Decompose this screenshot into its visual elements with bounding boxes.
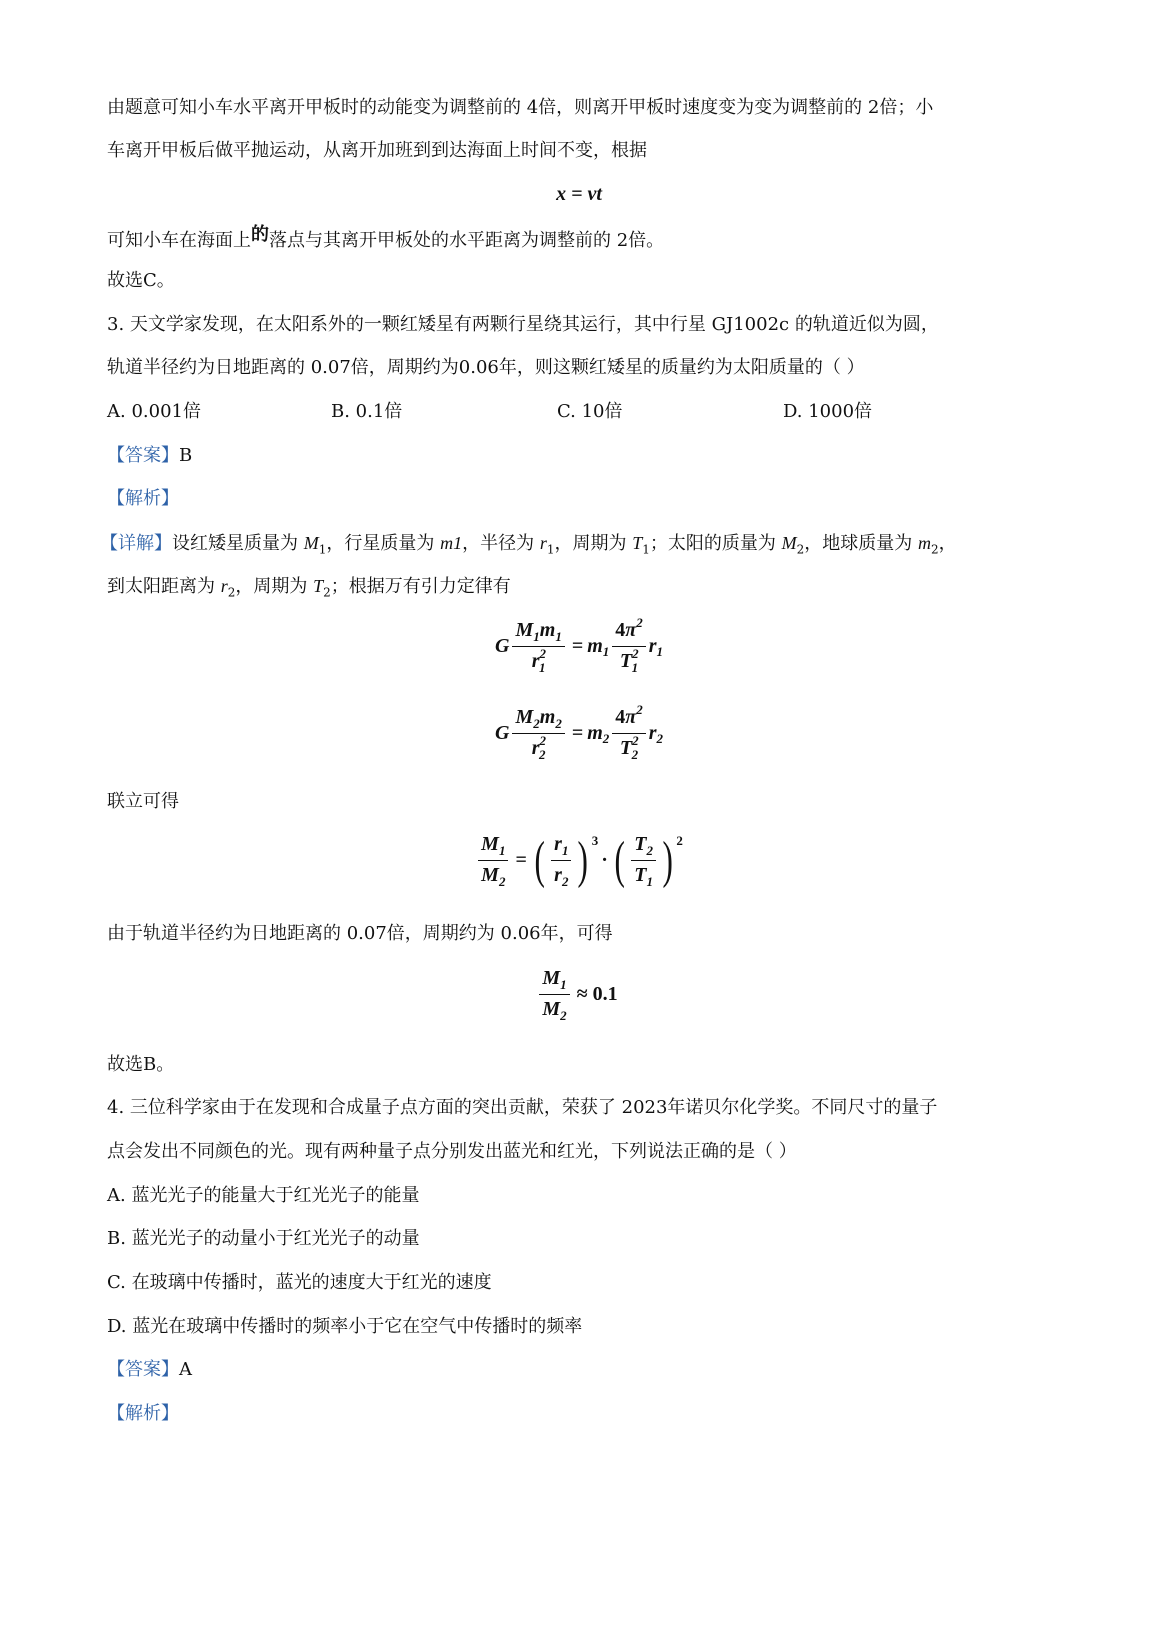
q3-option-b: B. 0.1倍 [331,401,403,422]
var-m1: m1 [440,533,463,553]
q3-stem-line-2: 轨道半径约为日地距离的 0.07倍，周期约为0.06年，则这颗红矮星的质量约为太阳质量的（ ） [107,357,865,378]
var-T: T [632,533,643,553]
q4-option-b: B. 蓝光光子的动量小于红光光子的动量 [107,1228,420,1249]
q3-combine: 联立可得 [107,791,179,812]
q3-detail-label: 【详解】 [100,533,172,554]
q3-detail-text: ，半径为 [462,533,540,554]
intro-line-3-de: 的 [251,224,269,245]
q4-answer-value: A [179,1359,192,1380]
sub-1: 1 [546,542,555,557]
sub-1: 1 [318,542,327,557]
intro-conclusion: 故选C。 [107,270,175,291]
intro-line-3 [107,224,665,253]
q3-stem-line-1: 3. 天文学家发现，在太阳系外的一颗红矮星有两颗行星绕其运行，其中行星 GJ1002c 的轨道近似为圆， [107,314,939,335]
var-M: M [303,533,319,553]
sub-2: 2 [931,542,939,557]
var-T: T [313,576,324,596]
sub-2: 2 [796,542,805,557]
q3-option-d: D. 1000倍 [783,401,873,422]
equation-3: $\frac{M_1}{M_2}$ = ( $\frac{r_1}{r_2}$ ) 3 · ( $\frac{T_2}{T_1}$ ) 2 [0,832,1158,889]
q4-stem-line-1: 4. 三位科学家由于在发现和合成量子点方面的突出贡献，荣获了 2023年诺贝尔化学奖。不同尺寸的量子 [107,1097,938,1118]
var-m: m [918,533,931,553]
q3-analysis-label: 【解析】 [107,488,179,509]
q4-stem-line-2: 点会发出不同颜色的光。现有两种量子点分别发出蓝光和红光，下列说法正确的是（ ） [107,1141,797,1162]
intro-line-1: 由题意可知小车水平离开甲板时的动能变为调整前的 4倍，则离开甲板时速度变为变为调整前的 2倍；小 [107,97,934,118]
q3-detail-text: ，周期为 [235,576,314,597]
sub-2: 2 [323,585,331,600]
q3-option-c: C. 10倍 [557,401,623,422]
q4-answer [107,1358,192,1382]
var-r: r [220,576,228,596]
sub-2: 2 [227,585,236,600]
q3-detail-text: ；太阳的质量为 [649,533,782,554]
var-M: M [781,533,797,553]
equation-1: G $\frac{M_1m_1}{r^2_1}$ = m 1 $\frac{4\pi^2}{T^2_1}$ r 1 [495,615,663,675]
q4-answer-label: 【答案】 [107,1359,179,1380]
q4-analysis-label: 【解析】 [107,1403,179,1424]
q3-answer-label: 【答案】 [107,445,179,466]
q3-detail-line-1 [100,531,957,562]
equation-2: G $\frac{M_2m_2}{r^2_2}$ = m 2 $\frac{4\pi^2}{T^2_2}$ r 2 [495,702,663,762]
q3-detail-text: ；根据万有引力定律有 [330,576,511,597]
intro-line-3-b: 落点与其离开甲板处的水平距离为调整前的 2倍。 [269,230,665,251]
intro-line-3-a: 可知小车在海面上 [107,230,251,251]
q4-option-a: A. 蓝光光子的能量大于红光光子的能量 [107,1185,420,1206]
equation-4: $\frac{M_1}{M_2}$ ≈ 0.1 [0,966,1158,1023]
var-r: r [539,533,547,553]
q3-option-a: A. 0.001倍 [107,401,201,422]
q3-detail-text: ，行星质量为 [326,533,441,554]
q3-detail-text: 设红矮星质量为 [172,533,304,554]
intro-line-2: 车离开甲板后做平抛运动，从离开加班到到达海面上时间不变，根据 [107,140,647,161]
formula-x-vt: x = vt [556,183,602,205]
q4-option-d: D. 蓝光在玻璃中传播时的频率小于它在空气中传播时的频率 [107,1316,583,1337]
q3-answer [107,444,192,468]
q3-conclusion: 故选B。 [107,1054,175,1075]
sub-1: 1 [642,542,650,557]
q3-answer-value: B [179,445,193,466]
q3-detail-text: ，周期为 [554,533,633,554]
q4-option-c: C. 在玻璃中传播时，蓝光的速度大于红光的速度 [107,1272,492,1293]
q3-detail-line-2 [107,574,511,605]
q3-given: 由于轨道半径约为日地距离的 0.07倍，周期约为 0.06年，可得 [107,923,613,944]
q3-detail-text: ，地球质量为 [804,533,918,554]
q3-detail-text: ， [938,533,957,554]
q3-detail-text: 到太阳距离为 [107,576,221,597]
